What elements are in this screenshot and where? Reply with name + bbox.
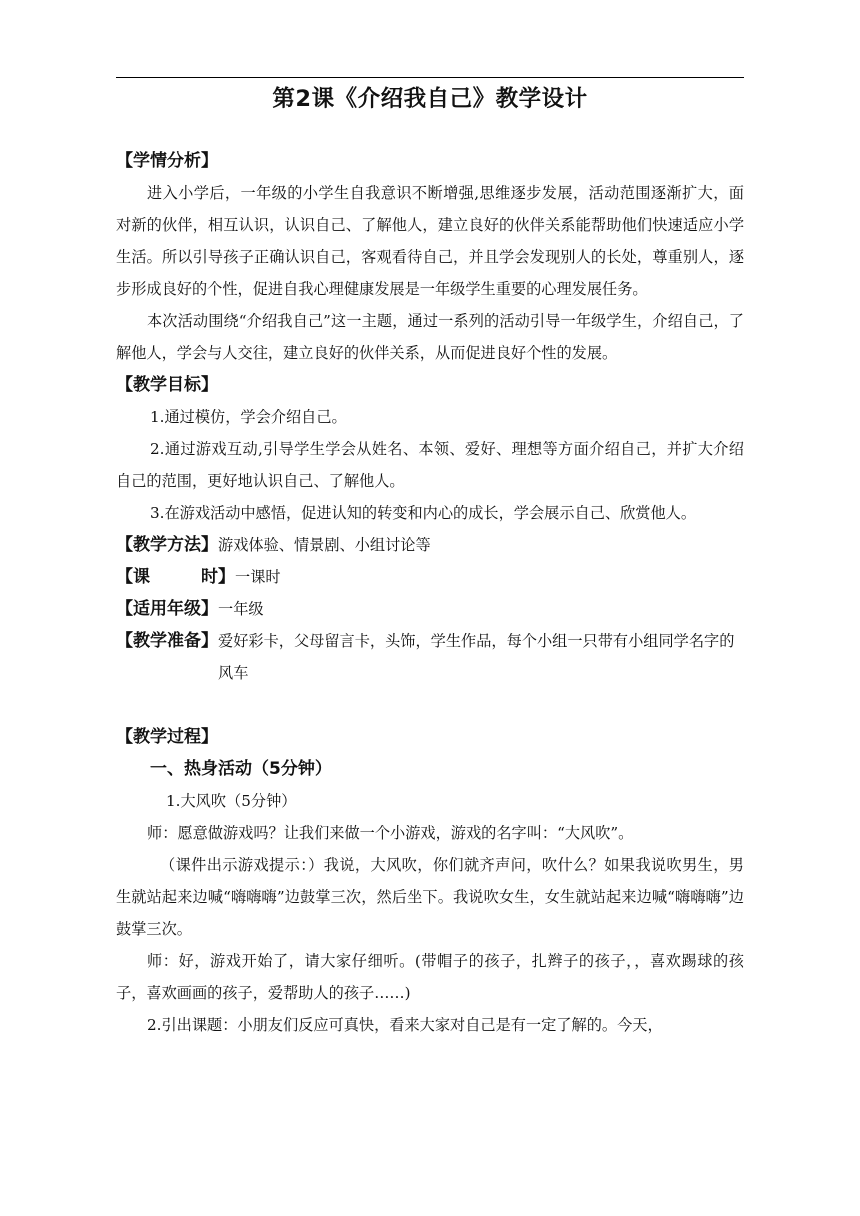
- process-step-1-heading: 一、热身活动（5分钟）: [150, 759, 332, 779]
- prep-value: 爱好彩卡，父母留言卡，头饰，学生作品，每个小组一只带有小组同学名字的风车: [218, 632, 735, 682]
- spacer: [116, 689, 744, 721]
- goal-item-2: 2.通过游戏互动,引导学生学会从姓名、本领、爱好、理想等方面介绍自己，并扩大介绍自己的范围，更好地认识自己、了解他人。: [116, 440, 744, 490]
- method-row: [116, 529, 744, 561]
- document-body: [116, 145, 744, 1041]
- period-label: 【课 时】: [116, 567, 235, 587]
- dialogue-paragraph-2: （课件出示游戏提示：）我说，大风吹，你们就齐声问，吹什么？如果我说吹男生，男生就站起来边喊“嗨嗨嗨”边鼓掌三次，然后坐下。我说吹女生，女生就站起来边喊“嗨嗨嗨”边鼓掌三次。: [116, 856, 744, 938]
- section-heading-goals: 【教学目标】: [116, 375, 218, 395]
- period-row: [116, 561, 744, 593]
- section-heading-process: 【教学过程】: [116, 727, 218, 747]
- header-rule: [116, 77, 744, 78]
- grade-value: 一年级: [218, 600, 264, 618]
- grade-row: [116, 593, 744, 625]
- grade-label: 【适用年级】: [116, 599, 218, 619]
- process-sub-item-1: 1.大风吹（5分钟）: [166, 792, 297, 810]
- prep-label: 【教学准备】: [116, 631, 218, 651]
- dialogue-paragraph-4: 2.引出课题：小朋友们反应可真快，看来大家对自己是有一定了解的。今天，: [147, 1016, 663, 1034]
- goal-item-1: 1.通过模仿，学会介绍自己。: [150, 408, 347, 426]
- dialogue-paragraph-1: 师：愿意做游戏吗？让我们来做一个小游戏，游戏的名字叫：“大风吹”。: [147, 824, 634, 842]
- method-label: 【教学方法】: [116, 535, 218, 555]
- period-value: 一课时: [235, 568, 281, 586]
- page-title: 第2课《介绍我自己》教学设计: [272, 86, 588, 112]
- section-heading-analysis: 【学情分析】: [116, 151, 218, 171]
- method-value: 游戏体验、情景剧、小组讨论等: [218, 536, 431, 554]
- prep-row: [116, 625, 744, 689]
- analysis-paragraph-2: 本次活动围绕“介绍我自己”这一主题，通过一系列的活动引导一年级学生，介绍自己，了解他人，学会与人交往，建立良好的伙伴关系，从而促进良好个性的发展。: [116, 312, 744, 362]
- analysis-paragraph-1: 进入小学后，一年级的小学生自我意识不断增强,思维逐步发展，活动范围逐渐扩大，面对新的伙伴，相互认识，认识自己、了解他人，建立良好的伙伴关系能帮助他们快速适应小学生活。所以引导孩子正确认识自己，客观看待自己，并且学会发现别人的长处，尊重别人，逐步形成良好的个性，促进自我心理健康发展是一年级学生重要的心理发展任务。: [116, 184, 744, 298]
- dialogue-paragraph-3: 师：好，游戏开始了，请大家仔细听。(带帽子的孩子，扎辫子的孩子，，喜欢踢球的孩子，喜欢画画的孩子，爱帮助人的孩子……): [116, 952, 744, 1002]
- goal-item-3: 3.在游戏活动中感悟，促进认知的转变和内心的成长，学会展示自己、欣赏他人。: [150, 504, 697, 522]
